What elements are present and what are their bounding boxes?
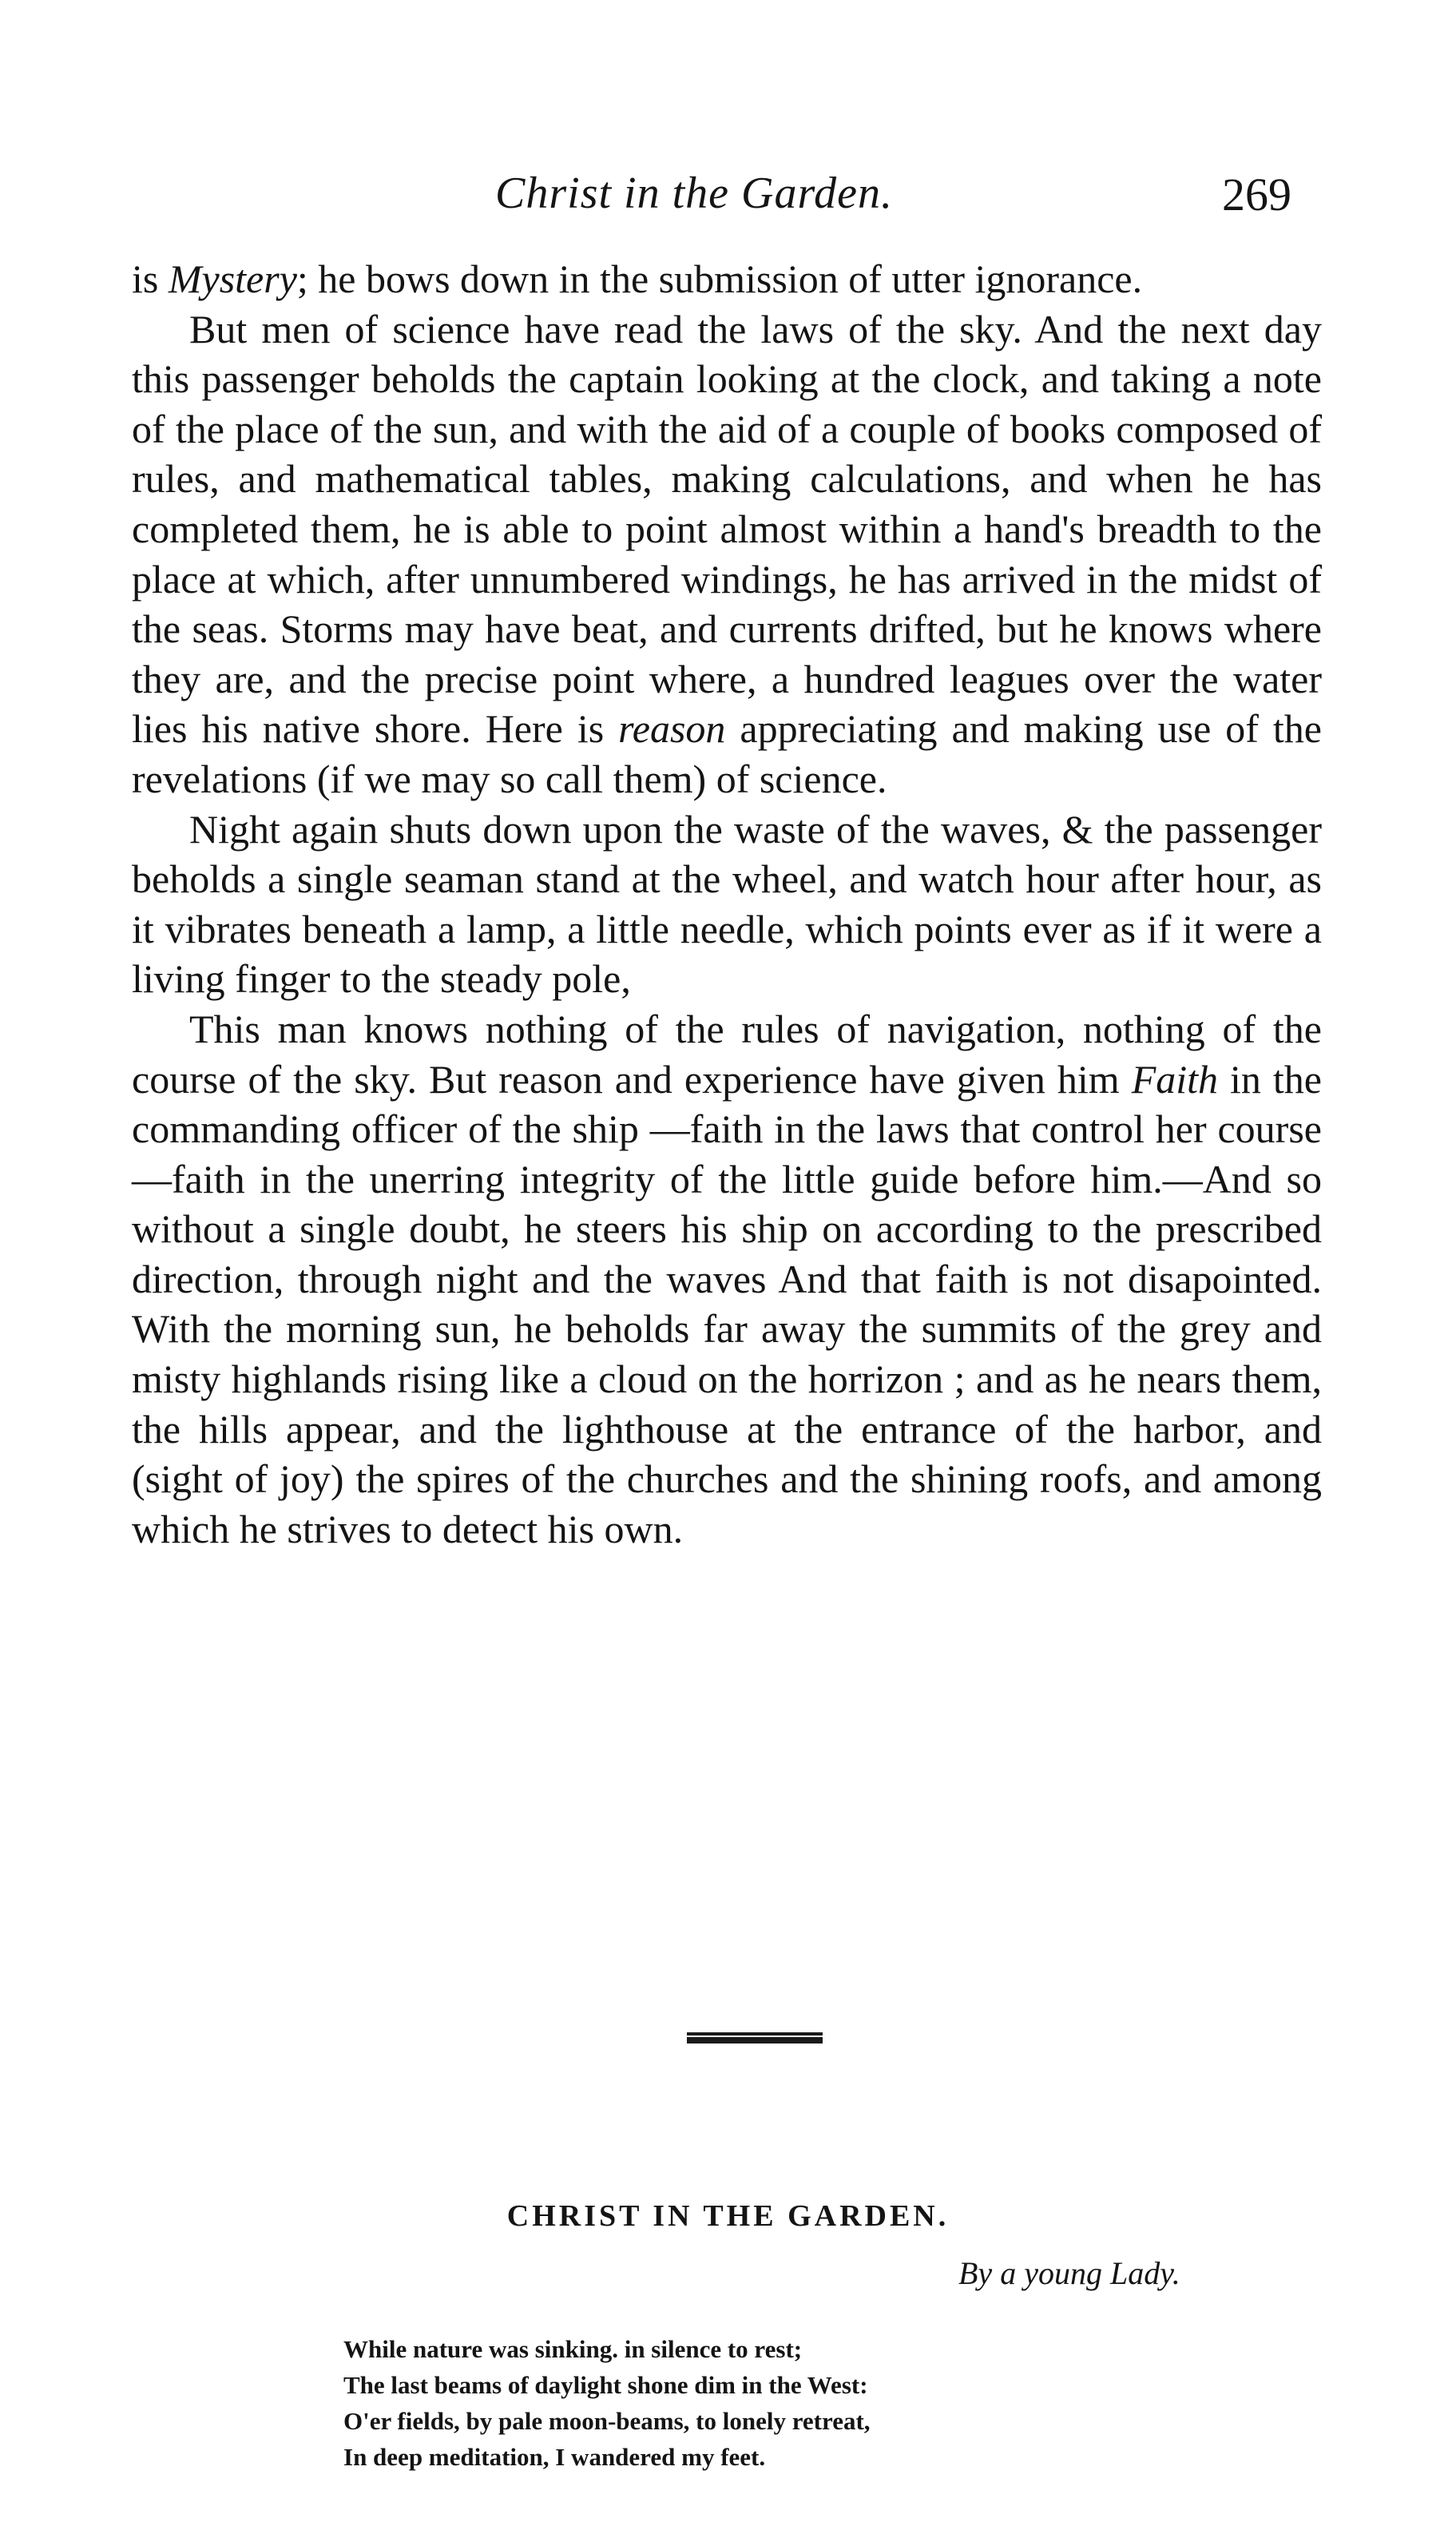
paragraph-text: ; he bows down in the submission of utter ignorance. [296, 256, 1143, 301]
paragraph [132, 304, 1322, 804]
paragraph-text: This man knows nothing of the rules of navigation, nothing of the course of the sky. But reason and experience have given him [132, 1006, 1322, 1102]
paragraph [132, 804, 1322, 1004]
section-divider [687, 2032, 823, 2040]
poem-author: By a young Lady. [958, 2255, 1180, 2291]
poem-line: In deep meditation, I wandered my feet. [343, 2443, 766, 2471]
running-title: Christ in the Garden. [495, 169, 894, 218]
page-number: 269 [1222, 169, 1291, 220]
poem-stanza [343, 2331, 871, 2475]
essay-body [132, 254, 1322, 1554]
paragraph-text: in the commanding officer of the ship —faith in the laws that control her course—faith in the unerring integrity of the little guide before him.—And so without a single doubt, he steers his ship on according to the prescribed direction, through night and the waves And that faith is not disapointed. With the morning sun, he beholds far away the summits of the grey and misty highlands rising like a cloud on the horrizon ; and as he nears them, the hills appear, and the lighthouse at the entrance of the harbor, and (sight of joy) the spires of the churches and the shining roofs, and among which he strives to detect his own. [132, 1056, 1323, 1551]
poem-line: While nature was sinking. in silence to rest; [343, 2335, 803, 2363]
italic-text: reason [618, 706, 726, 752]
poem-title: CHRIST IN THE GARDEN. [506, 2199, 950, 2233]
paragraph [132, 254, 1322, 304]
paragraph-text: Night again shuts down upon the waste of the waves, & the passenger beholds a single seaman stand at the wheel, and watch hour after hour, as it vibrates beneath a lamp, a little needle, which points ever as if it were a living finger to the steady pole, [132, 806, 1322, 1002]
paragraph-text: is [132, 256, 169, 301]
poem-line: The last beams of daylight shone dim in the West: [343, 2371, 868, 2399]
page-header [0, 168, 1456, 224]
poem-line: O'er fields, by pale moon-beams, to lonely retreat, [343, 2407, 871, 2435]
italic-text: Faith [1131, 1056, 1219, 1102]
paragraph-text: But men of science have read the laws of the sky. And the next day this passenger beholds the captain looking at the clock, and taking a note of the place of the sun, and with the aid of a couple of books composed of rules, and mathematical tables, making calculations, and when he has completed them, he is able to point almost within a hand's breadth to the place at which, after unnumbered windings, he has arrived in the midst of the seas. Storms may have beat, and currents drifted, but he knows where they are, and the precise point where, a hundred leagues over the water lies his native shore. Here is [132, 306, 1322, 752]
italic-text: Mystery [168, 256, 297, 301]
paragraph-text: appreciating and making use of the revelations (if we may so call them) of science. [132, 706, 1322, 801]
paragraph [132, 1004, 1322, 1555]
